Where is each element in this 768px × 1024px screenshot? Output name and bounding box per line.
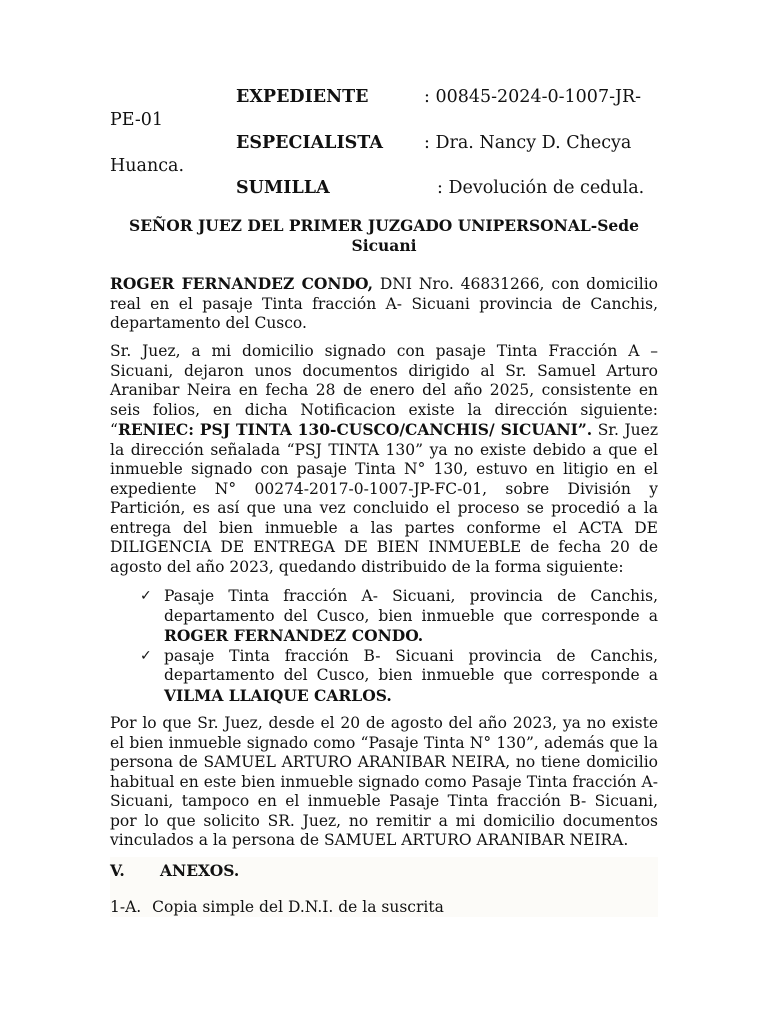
body-text-2: Sr. Juez la dirección señalada “PSJ TINTA 130” ya no existe debido a que el inmueble signado con pasaje Tinta N° 130, estuvo en litigio en el expediente N° 00274-2017-0-1007-JP-FC-01, sobre División y Partición, es así que una vez concluido el proceso se procedió a la entrega del bien inmueble a las partes conforme el ACTA DE DILIGENCIA DE ENTREGA DE BIEN INMUEBLE de fecha 20 de agosto del año 2023, quedando distribuido de la forma siguiente: xyxy=(110,421,658,576)
expediente-value: : 00845-2024-0-1007-JR- xyxy=(424,87,642,107)
expediente-continuation: PE-01 xyxy=(110,110,164,130)
especialista-label: ESPECIALISTA xyxy=(236,133,383,153)
body-paragraph xyxy=(110,342,658,577)
conclusion-paragraph: Por lo que Sr. Juez, desde el 20 de agosto del año 2023, ya no existe el bien inmueble signado como “Pasaje Tinta N° 130”, además que la persona de SAMUEL ARTURO ARANIBAR NEIRA, no tiene domicilio habitual en este bien inmueble signado como Pasaje Tinta fracción A- Sicuani, tampoco en el inmueble Pasaje Tinta fracción B- Sicuani, por lo que solicito SR. Juez, no remitir a mi domicilio documentos vinculados a la persona de SAMUEL ARTURO ARANIBAR NEIRA. xyxy=(110,714,658,849)
especialista-row xyxy=(236,132,383,154)
addressee-line-2: Sicuani xyxy=(351,236,417,255)
list-item xyxy=(110,647,658,707)
reniec-address: RENIEC: PSJ TINTA 130-CUSCO/CANCHIS/ SICUANI”. xyxy=(117,420,593,439)
intro-text: DNI Nro. 46831266, con domicilio real en el pasaje Tinta fracción A- Sicuani provincia de Canchis, departamento del Cusco. xyxy=(110,275,658,332)
distribution-owner: VILMA LLAIQUE CARLOS. xyxy=(164,685,392,705)
anexos-number: V. xyxy=(110,861,125,880)
anexo-item-text: Copia simple del D.N.I. de la suscrita xyxy=(152,898,444,916)
list-item xyxy=(110,587,658,647)
distribution-list xyxy=(110,587,658,706)
distribution-text: Pasaje Tinta fracción A- Sicuani, provincia de Canchis, departamento del Cusco, bien inmueble que corresponde a xyxy=(164,587,658,625)
anexos-section xyxy=(110,857,658,917)
addressee xyxy=(110,216,658,256)
intro-paragraph xyxy=(110,274,658,334)
body-text-1: Sr. Juez, a mi domicilio signado con pasaje Tinta Fracción A – Sicuani, dejaron unos documentos dirigido al Sr. Samuel Arturo Aranibar Neira en fecha 28 de enero del año 2025, consistente en seis folios, en dicha Notificacion existe la dirección siguiente: “ xyxy=(110,342,658,439)
especialista-value: : Dra. Nancy D. Checya xyxy=(424,133,632,153)
checkmark-icon: ✓ xyxy=(140,588,152,604)
sumilla-row xyxy=(236,177,330,199)
distribution-text: pasaje Tinta fracción B- Sicuani provincia de Canchis, departamento del Cusco, bien inmueble que corresponde a xyxy=(164,646,658,684)
anexos-heading xyxy=(110,861,240,881)
expediente-row xyxy=(236,86,368,108)
sumilla-label: SUMILLA xyxy=(236,178,330,198)
checkmark-icon: ✓ xyxy=(140,647,152,664)
especialista-continuation: Huanca. xyxy=(110,156,185,176)
petitioner-name: ROGER FERNANDEZ CONDO, xyxy=(110,274,374,293)
anexo-item-number: 1-A. xyxy=(110,898,142,916)
expediente-label: EXPEDIENTE xyxy=(236,87,369,107)
sumilla-value: : Devolución de cedula. xyxy=(437,178,645,198)
anexos-title: ANEXOS. xyxy=(160,861,240,880)
addressee-line-1: SEÑOR JUEZ DEL PRIMER JUZGADO UNIPERSONAL-Sede xyxy=(129,216,639,235)
anexo-item xyxy=(110,897,444,917)
distribution-owner: ROGER FERNANDEZ CONDO. xyxy=(164,626,424,645)
